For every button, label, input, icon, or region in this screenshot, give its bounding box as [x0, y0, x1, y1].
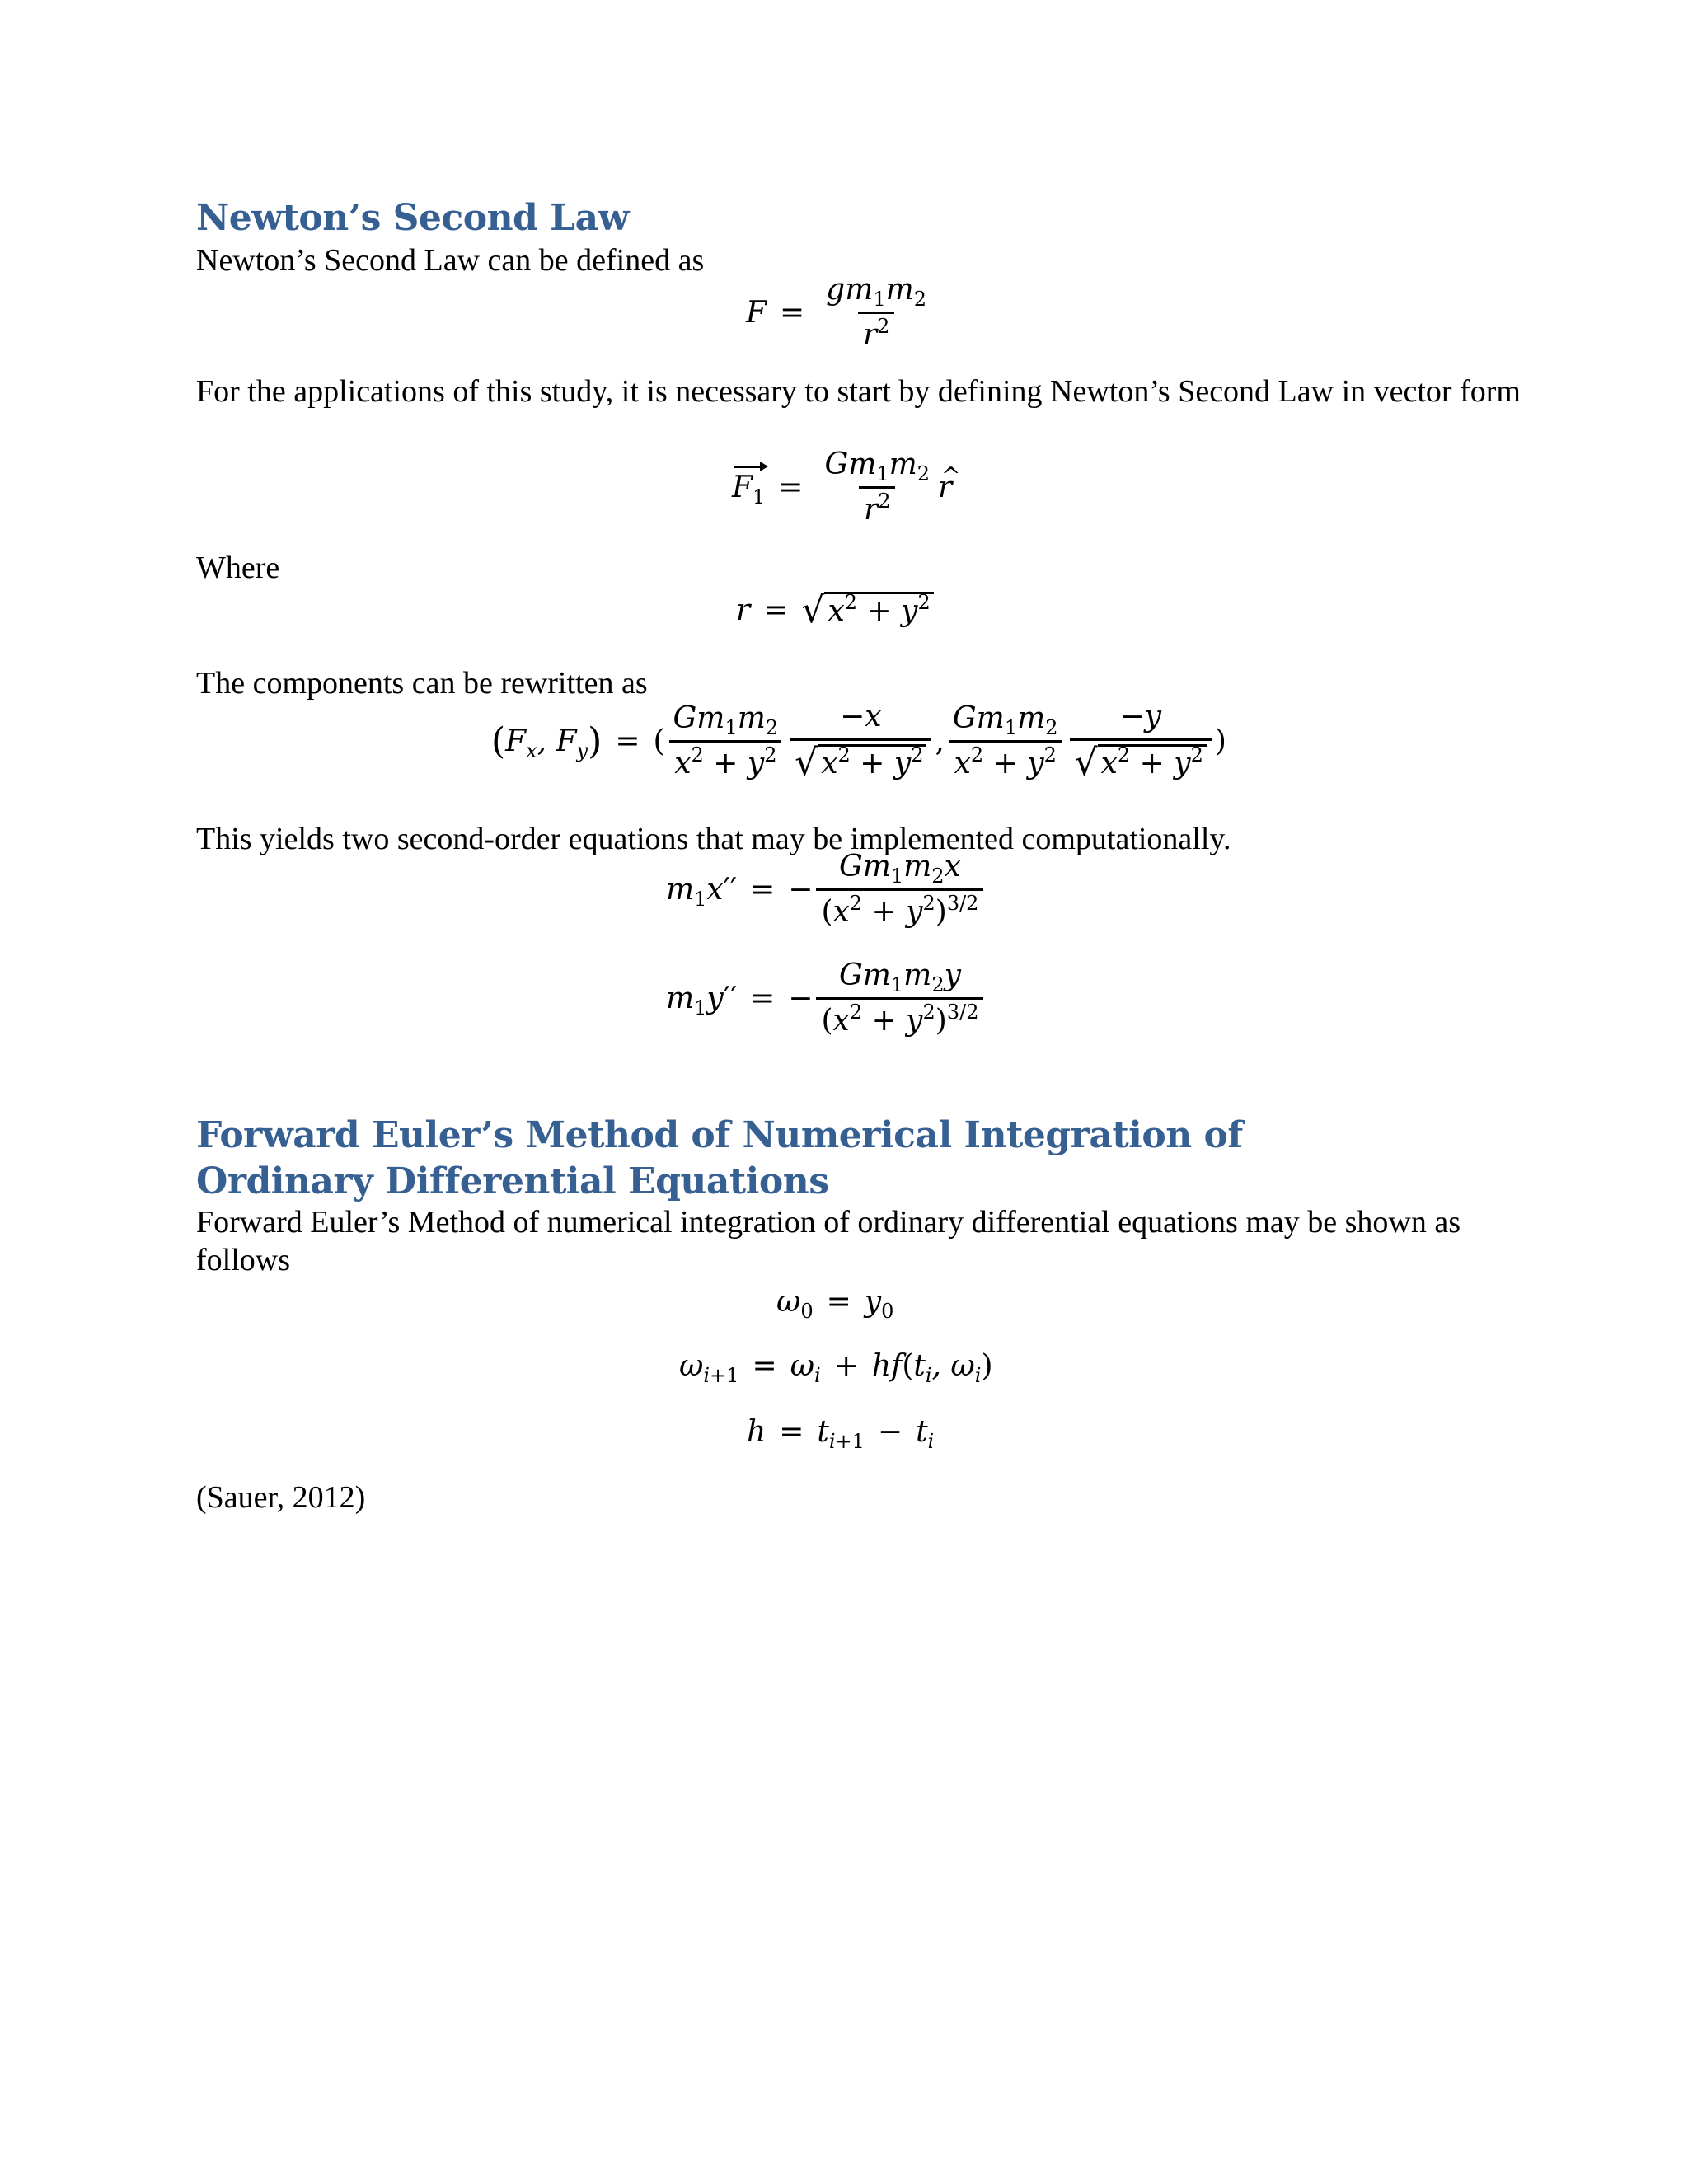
section-heading-forward-euler: Forward Euler’s Method of Numerical Integration of Ordinary Differential Equations [196, 1114, 1243, 1202]
yields-paragraph: This yields two second-order equations that may be implemented computationally. [196, 822, 1231, 856]
equation-euler-step: $\omega_{i+1}$ = $\omega_i$ + hf ( $t_i$, $\omega_i$ ) [679, 1349, 993, 1387]
equation-y-acceleration: $m_1y''$ = − $\frac{Gm_1m_2y}{(x^2 + y^2)^{3/2}}$ [666, 958, 987, 1039]
equation-force-vector: $F_1$ = $\frac{Gm_1m_2}{r^2}$ ^ r [732, 447, 952, 528]
equation-radius: r = √ $x^2 + y^2$ [736, 592, 934, 629]
equation-euler-initial: $\omega_0$ = $y_0$ [776, 1285, 894, 1323]
equation-force-scalar: F = $\frac{gm_1m_2}{r^2}$ [746, 273, 927, 352]
equation-components: ( $F_x$, $F_y$ ) = ( $\frac{Gm_1m_2}{x^2 + y^2}$ −x √ $x^2 + y^2$ , $\frac{Gm_1m_2}{x^2 + y^2}$ −y √ $x^2 + y^2$ ) [491, 700, 1226, 784]
equation-euler-stepsize: h = $t_{i+1}$ − $t_i$ [747, 1415, 935, 1453]
vector-form-paragraph: For the applications of this study, it is necessary to start by defining Newton’s Second Law in vector form [196, 374, 1521, 409]
equation-x-acceleration: $m_1x''$ = − $\frac{Gm_1m_2x}{(x^2 + y^2)^{3/2}}$ [666, 849, 987, 930]
intro-paragraph: Newton’s Second Law can be defined as [196, 243, 705, 278]
citation: (Sauer, 2012) [196, 1480, 366, 1515]
where-label: Where [196, 551, 280, 585]
section-heading-newtons-second-law: Newton’s Second Law [196, 197, 629, 239]
components-paragraph: The components can be rewritten as [196, 666, 648, 701]
euler-intro-paragraph: Forward Euler’s Method of numerical integration of ordinary differential equations may be shown as follows [196, 1205, 1461, 1277]
